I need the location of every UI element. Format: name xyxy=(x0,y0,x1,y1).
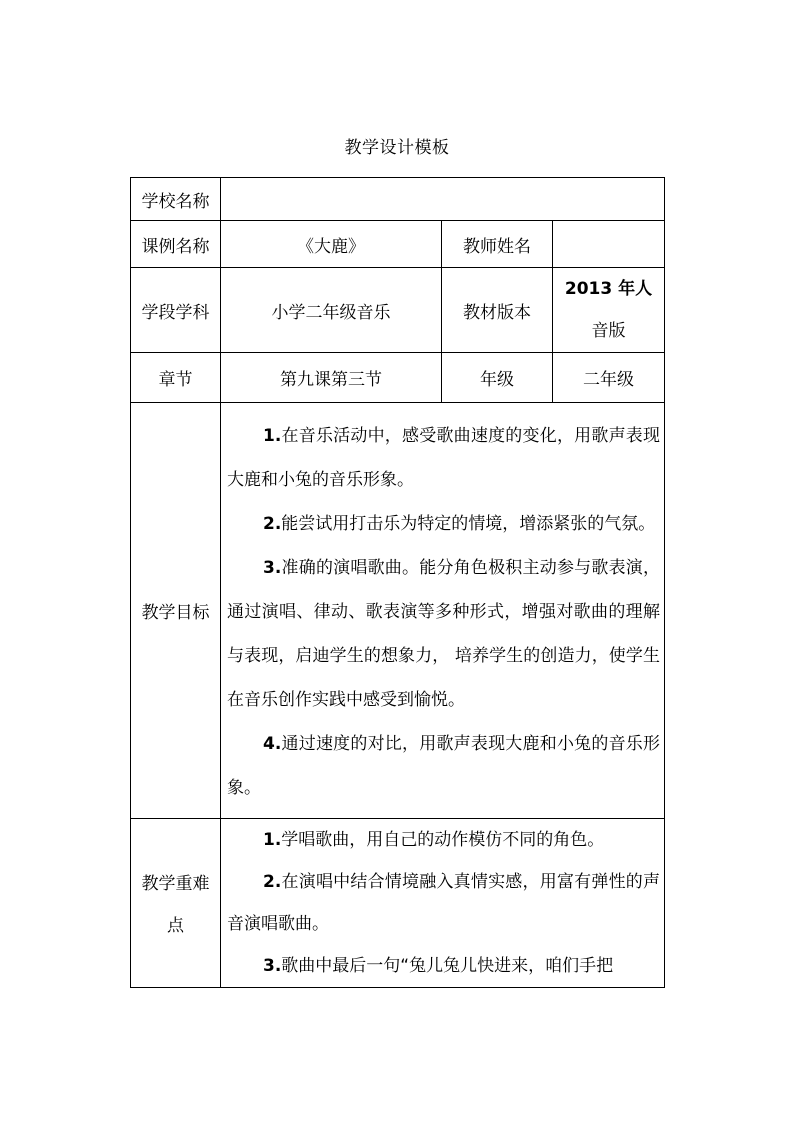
lesson-name-label: 课例名称 xyxy=(131,221,221,268)
chapter-label: 章节 xyxy=(131,353,221,403)
document-title: 教学设计模板 xyxy=(344,138,450,158)
objectives-content xyxy=(221,403,665,819)
row-chapter xyxy=(131,353,665,403)
keypoints-label xyxy=(131,819,221,988)
grade-value: 二年级 xyxy=(553,353,665,403)
objective-item: 1.在音乐活动中，感受歌曲速度的变化，用歌声表现大鹿和小兔的音乐形象。 xyxy=(227,425,661,490)
row-lesson xyxy=(131,221,665,268)
chapter-value: 第九课第三节 xyxy=(221,353,442,403)
objectives-label: 教学目标 xyxy=(131,403,221,819)
row-school xyxy=(131,178,665,221)
keypoints-label-line1: 教学重难 xyxy=(141,874,210,894)
school-name-value xyxy=(221,178,665,221)
teacher-name-value xyxy=(553,221,665,268)
keypoint-item: 1.学唱歌曲，用自己的动作模仿不同的角色。 xyxy=(263,830,605,850)
row-keypoints xyxy=(131,819,665,988)
lesson-name-value: 《大鹿》 xyxy=(221,221,442,268)
edition-value-line1: 2013 年人 xyxy=(564,279,653,299)
edition-label: 教材版本 xyxy=(442,268,553,353)
keypoint-item: 2.在演唱中结合情境融入真情实感，用富有弹性的声音演唱歌曲。 xyxy=(227,872,661,934)
school-name-label: 学校名称 xyxy=(131,178,221,221)
keypoints-content xyxy=(221,819,665,988)
row-subject xyxy=(131,268,665,353)
objective-item: 3.准确的演唱歌曲。能分角色极积主动参与歌表演，通过演唱、律动、歌表演等多种形式，增强对歌曲的理解与表现，启迪学生的想象力， 培养学生的创造力，使学生在音乐创作实践中感受到愉悦。 xyxy=(227,557,661,710)
subject-label: 学段学科 xyxy=(131,268,221,353)
teacher-name-label: 教师姓名 xyxy=(442,221,553,268)
lesson-design-table xyxy=(130,177,665,988)
edition-value xyxy=(553,268,665,353)
objective-item: 4.通过速度的对比，用歌声表现大鹿和小兔的音乐形象。 xyxy=(227,733,661,798)
edition-value-line2: 音版 xyxy=(591,321,626,341)
row-objectives xyxy=(131,403,665,819)
objective-item: 2.能尝试用打击乐为特定的情境，增添紧张的气氛。 xyxy=(263,513,656,534)
subject-value: 小学二年级音乐 xyxy=(221,268,442,353)
keypoints-label-line2: 点 xyxy=(167,916,184,936)
grade-label: 年级 xyxy=(442,353,553,403)
keypoint-item: 3.歌曲中最后一句“兔儿兔儿快进来，咱们手把 xyxy=(263,956,614,976)
